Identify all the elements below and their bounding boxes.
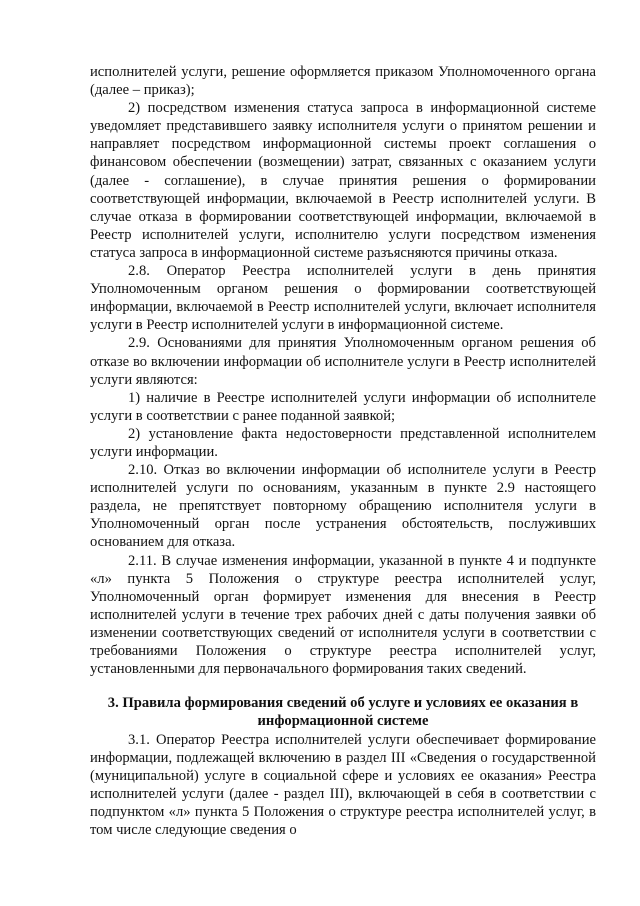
paragraph-3-1: 3.1. Оператор Реестра исполнителей услуги обеспечивает формирование информации, подлежащей включению в раздел III «Сведения о государственной (муниципальной) услуге в социальной сфере и условиях ее оказания» Реестра исполнителей услуги (далее - раздел III), включающей в себя в соответствии с подпунктом «л» пункта 5 Положения о структуре реестра исполнителей услуг, в том числе следующие сведения о xyxy=(90,731,596,839)
paragraph-item-2: 2) посредством изменения статуса запроса в информационной системе уведомляет представившего заявку исполнителя услуги о принятом решении и направляет посредством информационной системы проект соглашения о финансовом обеспечении (возмещении) затрат, связанных с оказанием услуги (далее - соглашение), в случае принятия решения о формировании соответствующей информации, включаемой в Реестр исполнителей услуги. В случае отказа в формировании соответствующей информации, включаемой в Реестр исполнителей услуги, исполнителю услуги посредством изменения статуса запроса в информационной системе разъясняются причины отказа. xyxy=(90,100,596,261)
paragraph-2-9-item-2: 2) установление факта недостоверности представленной исполнителем услуги информации. xyxy=(90,425,596,460)
paragraph-2-9: 2.9. Основаниями для принятия Уполномоченным органом решения об отказе во включении информации об исполнителе услуги в Реестр исполнителей услуги являются: xyxy=(90,335,596,388)
section-heading: 3. Правила формирования сведений об услуге и условиях ее оказания в информационной системе xyxy=(107,695,579,730)
paragraph-2-10: 2.10. Отказ во включении информации об исполнителе услуги в Реестр исполнителей услуги по основаниям, указанным в пункте 2.9 настоящего раздела, не препятствует повторному обращению исполнителя услуги в Уполномоченный орган после устранения обстоятельств, послуживших основанием для отказа. xyxy=(90,462,596,551)
paragraph-2-9-item-1: 1) наличие в Реестре исполнителей услуги информации об исполнителе услуги в соответствии с ранее поданной заявкой; xyxy=(90,389,596,424)
paragraph-2-11: 2.11. В случае изменения информации, указанной в пункте 4 и подпункте «л» пункта 5 Положения о структуре реестра исполнителей услуг, Уполномоченный орган формирует изменения для внесения в Реестр исполнителей услуги в течение трех рабочих дней с даты получения заявки об изменении соответствующих сведений от исполнителя услуги в соответствии с требованиями Положения о структуре реестра исполнителей услуг, установленными для первоначального формирования таких сведений. xyxy=(90,552,596,678)
paragraph-2-8: 2.8. Оператор Реестра исполнителей услуги в день принятия Уполномоченным органом решения о формировании соответствующей информации, включаемой в Реестр исполнителей услуги, включает исполнителя услуги в Реестр исполнителей услуги в информационной системе. xyxy=(90,263,596,334)
paragraph-continuation: исполнителей услуги, решение оформляется приказом Уполномоченного органа (далее – приказ); xyxy=(90,64,596,99)
document-page xyxy=(90,63,596,839)
